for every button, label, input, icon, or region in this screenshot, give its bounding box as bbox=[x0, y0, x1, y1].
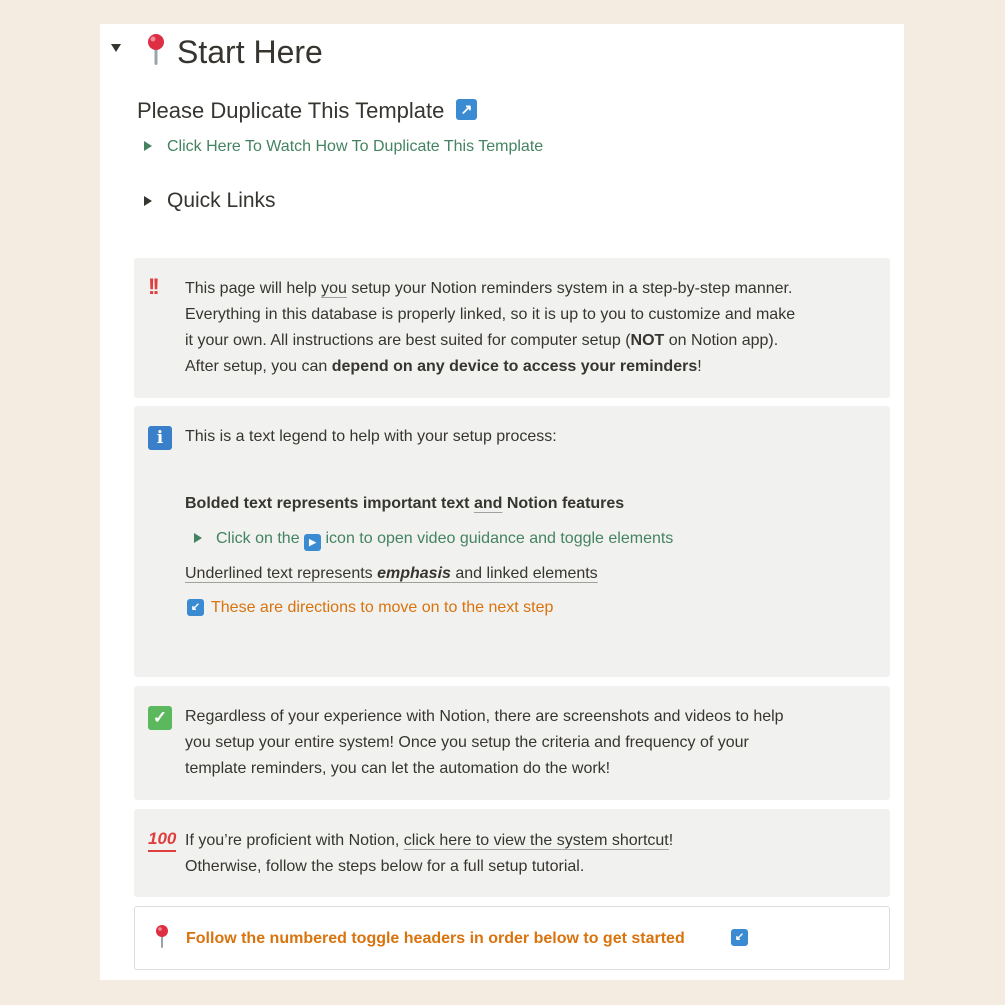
callout-legend bbox=[134, 406, 890, 677]
toggle-triangle-icon[interactable] bbox=[144, 141, 152, 151]
callout-intro bbox=[134, 258, 890, 398]
page-title: Start Here bbox=[177, 34, 323, 70]
caret-down-icon[interactable] bbox=[111, 44, 121, 52]
legend-toggle-triangle-icon[interactable] bbox=[194, 533, 202, 543]
down-left-arrow-icon: ↙ bbox=[187, 599, 204, 616]
up-right-arrow-icon[interactable]: ↗ bbox=[456, 99, 477, 120]
quick-links-toggle[interactable]: Quick Links bbox=[167, 189, 276, 212]
double-exclamation-icon: !! bbox=[148, 274, 157, 299]
down-left-arrow-icon[interactable]: ↙ bbox=[731, 929, 748, 946]
callout-100-text: If you’re proficient with Notion, click here to view the system shortcut! Otherwise, follow the steps below for a full setup tutorial. bbox=[185, 832, 674, 875]
legend-bold: Bolded text represents important text and Notion features bbox=[185, 495, 625, 512]
info-icon: i bbox=[148, 426, 172, 450]
check-mark-icon: ✓ bbox=[148, 706, 172, 730]
callout-final bbox=[134, 906, 890, 970]
callout-check bbox=[134, 686, 890, 800]
callout-100 bbox=[134, 809, 890, 897]
round-pushpin-icon bbox=[144, 32, 168, 68]
callout-check-text: Regardless of your experience with Notion, there are screenshots and videos to help you setup your entire system! Once you setup the criteria and frequency of your template reminders, you can let the automation do the work! bbox=[185, 708, 784, 777]
play-icon: ▶ bbox=[304, 534, 321, 551]
duplicate-video-toggle[interactable]: Click Here To Watch How To Duplicate This Template bbox=[167, 138, 544, 155]
legend-intro: This is a text legend to help with your setup process: bbox=[185, 428, 557, 445]
legend-directions: These are directions to move on to the next step bbox=[211, 599, 554, 616]
emphasis-you: you bbox=[321, 280, 347, 297]
notion-page bbox=[100, 24, 904, 980]
callout-intro-text: This page will help you setup your Notion reminders system in a step-by-step manner. Everything in this database is properly linked, so it is up to you to customize and make it your own. All instructions are best suited for computer setup (NOT on Notion app). After setup, you can depend on any device to access your reminders! bbox=[185, 280, 796, 375]
final-directions: Follow the numbered toggle headers in order below to get started bbox=[186, 930, 685, 947]
legend-underline: Underlined text represents emphasis and linked elements bbox=[185, 565, 598, 582]
round-pushpin-icon bbox=[154, 924, 170, 950]
duplicate-heading: Please Duplicate This Template bbox=[137, 98, 445, 123]
quick-links-toggle-icon[interactable] bbox=[144, 196, 152, 206]
legend-toggle[interactable]: Click on the ▶ icon to open video guidance and toggle elements bbox=[216, 526, 673, 552]
system-shortcut-link[interactable]: click here to view the system shortcut bbox=[403, 832, 669, 849]
hundred-points-icon: 100 bbox=[148, 826, 176, 852]
